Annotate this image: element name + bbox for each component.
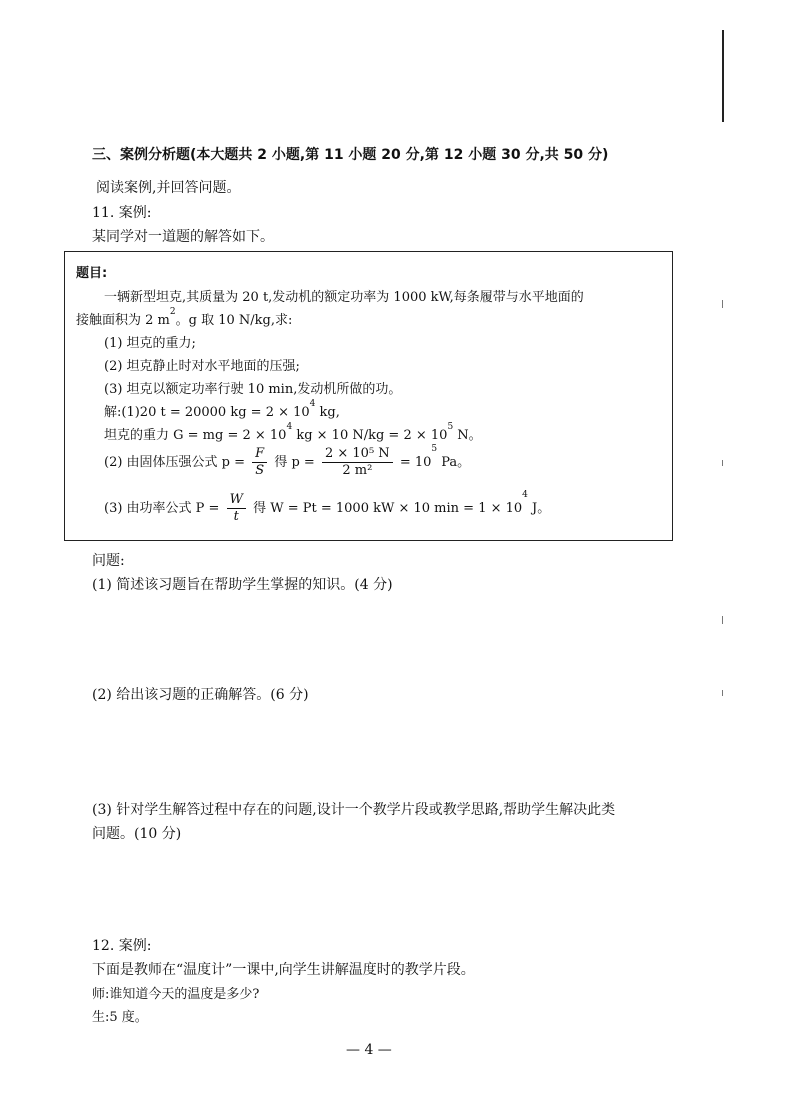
page-number: — 4 — — [346, 1042, 392, 1058]
questions-label: 问题: — [92, 553, 125, 569]
fraction-denominator: t — [233, 509, 239, 524]
question-1: (1) 简述该习题旨在帮助学生掌握的知识。(4 分) — [92, 577, 393, 593]
q12-label: 12. 案例: — [92, 938, 152, 954]
binding-edge-mark — [722, 690, 723, 696]
binding-edge-line — [722, 30, 724, 122]
fraction-numerator: F — [252, 446, 267, 463]
fraction-denominator: S — [255, 463, 265, 478]
problem-sub-1: (1) 坦克的重力; — [104, 336, 196, 351]
question-2: (2) 给出该习题的正确解答。(6 分) — [92, 687, 309, 703]
q11-intro: 某同学对一道题的解答如下。 — [92, 229, 274, 245]
binding-edge-mark — [722, 616, 723, 624]
q11-label: 11. 案例: — [92, 205, 152, 221]
solution-line-1: 解:(1)20 t = 20000 kg = $2 \times 10^4$ kg, — [104, 399, 340, 420]
problem-sub-3: (3) 坦克以额定功率行驶 10 min,发动机所做的功。 — [104, 382, 402, 397]
problem-line-2: 接触面积为 2 $m^2$。g 取 10 N/kg,求: — [76, 307, 293, 328]
binding-edge-mark — [722, 460, 723, 466]
question-3-line-2: 问题。(10 分) — [92, 826, 182, 842]
question-3-line-1: (3) 针对学生解答过程中存在的问题,设计一个教学片段或教学思路,帮助学生解决此类 — [92, 802, 616, 818]
instruction-text: 阅读案例,并回答问题。 — [96, 180, 241, 196]
problem-sub-2: (2) 坦克静止时对水平地面的压强; — [104, 359, 300, 374]
solution-line-3: (2) 由固体压强公式 p = $\frac{F}{S}$ 得 p = $\frac{\text{2 × 10⁵ N}}{\text{2 m²}}$ = $10^5$ Pa。 — [104, 444, 471, 478]
problem-title: 题目: — [76, 266, 108, 281]
binding-edge-mark — [722, 300, 723, 308]
fraction-denominator: 2 m² — [342, 463, 373, 478]
fraction-numerator: 2 × 10⁵ N — [322, 446, 393, 463]
q12-student-line: 生:5 度。 — [92, 1010, 148, 1025]
q12-teacher-line: 师:谁知道今天的温度是多少? — [92, 987, 260, 1002]
solution-line-2: 坦克的重力 G = mg = $2 \times 10^4$ kg × 10 $N/kg = 2 \times 10^5$ N。 — [104, 422, 482, 443]
section-heading: 三、案例分析题(本大题共 2 小题,第 11 小题 20 分,第 12 小题 30 分,共 50 分) — [92, 147, 609, 163]
fraction-numerator: W — [227, 492, 246, 509]
problem-line-1: 一辆新型坦克,其质量为 20 t,发动机的额定功率为 1000 kW,每条履带与水平地面的 — [104, 290, 584, 305]
q12-intro: 下面是教师在“温度计”一课中,向学生讲解温度时的教学片段。 — [92, 962, 475, 978]
solution-line-4: (3) 由功率公式 P = $\frac{W}{t}$ 得 W = Pt = 1000 kW × 10 $\min = 1 \times 10^4$ J。 — [104, 490, 551, 524]
